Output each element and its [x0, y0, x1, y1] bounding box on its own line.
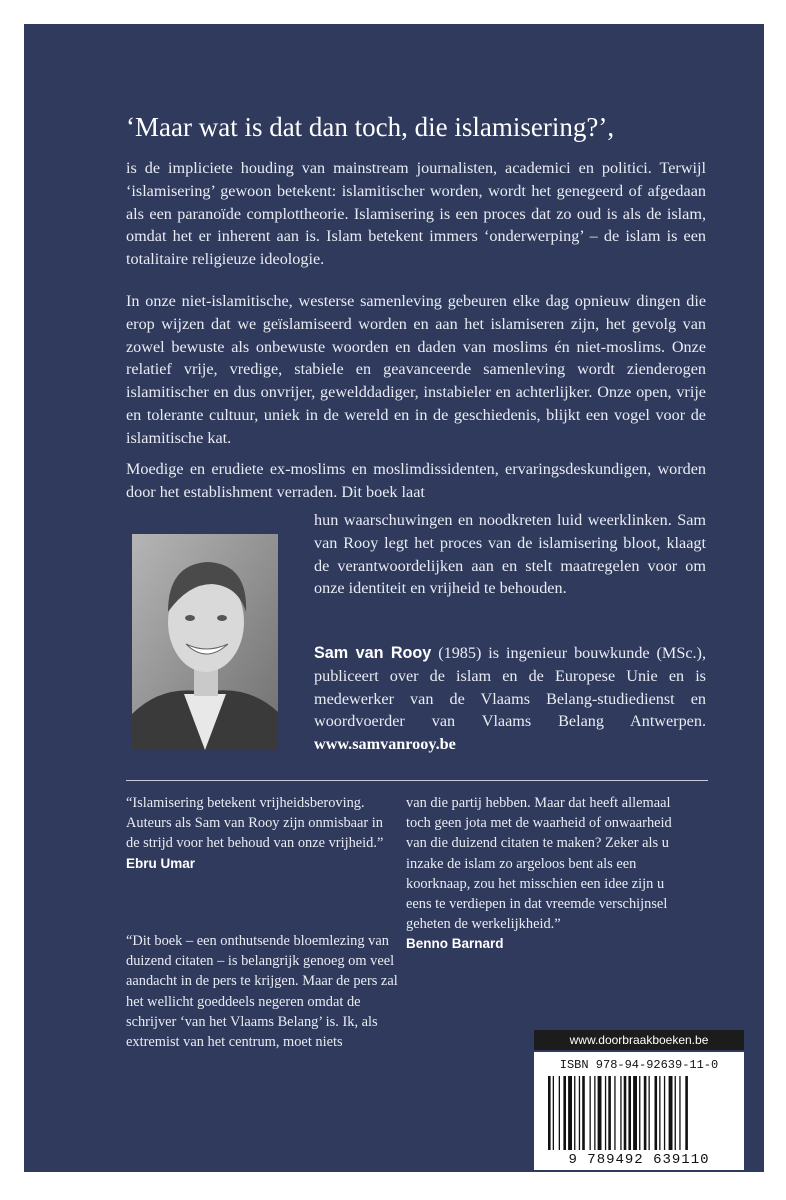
body-paragraph-3-continued: hun waarschuwingen en noodkreten luid weerklinken. Sam van Rooy legt het proces van de islamisering bloot, klaagt de verantwoordelijken aan en stelt maatregelen voor om onze identiteit en vrijheid te behouden.: [314, 511, 706, 598]
quote-text-continued: van die partij hebben. Maar dat heeft allemaal toch geen jota met de waarheid of onwaarheid van die duizend citaten te maken? Zeker als u inzake de islam zo argeloos bent als een koorknaap, zou het misschien een idee zijn u eens te verdiepen in dat vreemde verschijnsel geheten de werkelijkheid.”: [406, 795, 672, 933]
quote-ebru-umar: [126, 793, 398, 874]
isbn-number: ISBN 978-94-92639-11-0: [559, 1058, 719, 1072]
divider: [126, 780, 708, 781]
headline: ‘Maar wat is dat dan toch, die islamisering?’,: [126, 112, 615, 142]
author-name: Sam van Rooy: [314, 644, 432, 662]
body-paragraph-3: Moedige en erudiete ex-moslims en moslimdissidenten, ervaringsdeskundigen, worden door het establishment verraden. Dit boek laat: [126, 460, 706, 501]
author-bio: [314, 642, 706, 756]
barcode-icon: [546, 1076, 732, 1150]
body-paragraph-2: In onze niet-islamitische, westerse samenleving gebeuren elke dag opnieuw dingen die erop wijzen dat we geïslamiseerd worden en aan het islamiseren zijn, het gevolg van zowel bewuste als onbewuste woorden en daden van moslims én niet-moslims. Onze relatief vrije, vredige, stabiele en geavanceerde samenleving wordt zienderogen islamitischer en dus onvrijer, gewelddadiger, instabieler en achterlijker. Onze open, vrije en tolerante cultuur, uniek in de wereld en in de geschiedenis, blijkt een vogel voor de islamitische kat.: [126, 292, 706, 447]
author-photo: [132, 534, 278, 750]
author-portrait-image: [132, 534, 278, 750]
quote-benno-barnard: [126, 931, 398, 1052]
quote-benno-barnard-continued: [406, 793, 678, 955]
back-cover: [24, 24, 764, 1172]
author-website-link[interactable]: www.samvanrooy.be: [314, 735, 456, 754]
intro-paragraph: is de impliciete houding van mainstream journalisten, academici en politici. Terwijl ‘islamisering’ gewoon betekent: islamitischer worden, wordt het genegeerd of afgedaan als een paranoïde complottheorie. Islamisering is een proces dat zo oud is als de islam, omdat het er inherent aan is. Islam betekent immers ‘onderwerping’ – de islam is een totalitaire religieuze ideologie.: [126, 159, 706, 269]
isbn-barcode: [534, 1052, 744, 1170]
barcode-digits: 9 789492 639110: [568, 1152, 710, 1168]
quote-text: “Dit boek – een onthutsende bloemlezing van duizend citaten – is belangrijk genoeg om veel aandacht in de pers te krijgen. Maar de pers zal het wellicht goeddeels negeren omdat de schrijver ‘van het Vlaams Belang’ is. Ik, als extremist van het centrum, moet niets: [126, 933, 398, 1051]
barcode-block: [534, 1030, 744, 1170]
author-bio-text: (1985) is ingenieur bouwkunde (MSc.), publiceert over de islam en de Europese Unie en is medewerker van de Vlaams Belang-studiedienst en woordvoerder van Vlaams Belang Antwerpen.: [314, 644, 706, 731]
publisher-url: www.doorbraakboeken.be: [534, 1030, 744, 1050]
quote-author: Ebru Umar: [126, 855, 196, 871]
quote-text: “Islamisering betekent vrijheidsberoving. Auteurs als Sam van Rooy zijn onmisbaar in de strijd voor het behoud van onze vrijheid.”: [126, 795, 384, 852]
quote-author: Benno Barnard: [406, 936, 504, 952]
